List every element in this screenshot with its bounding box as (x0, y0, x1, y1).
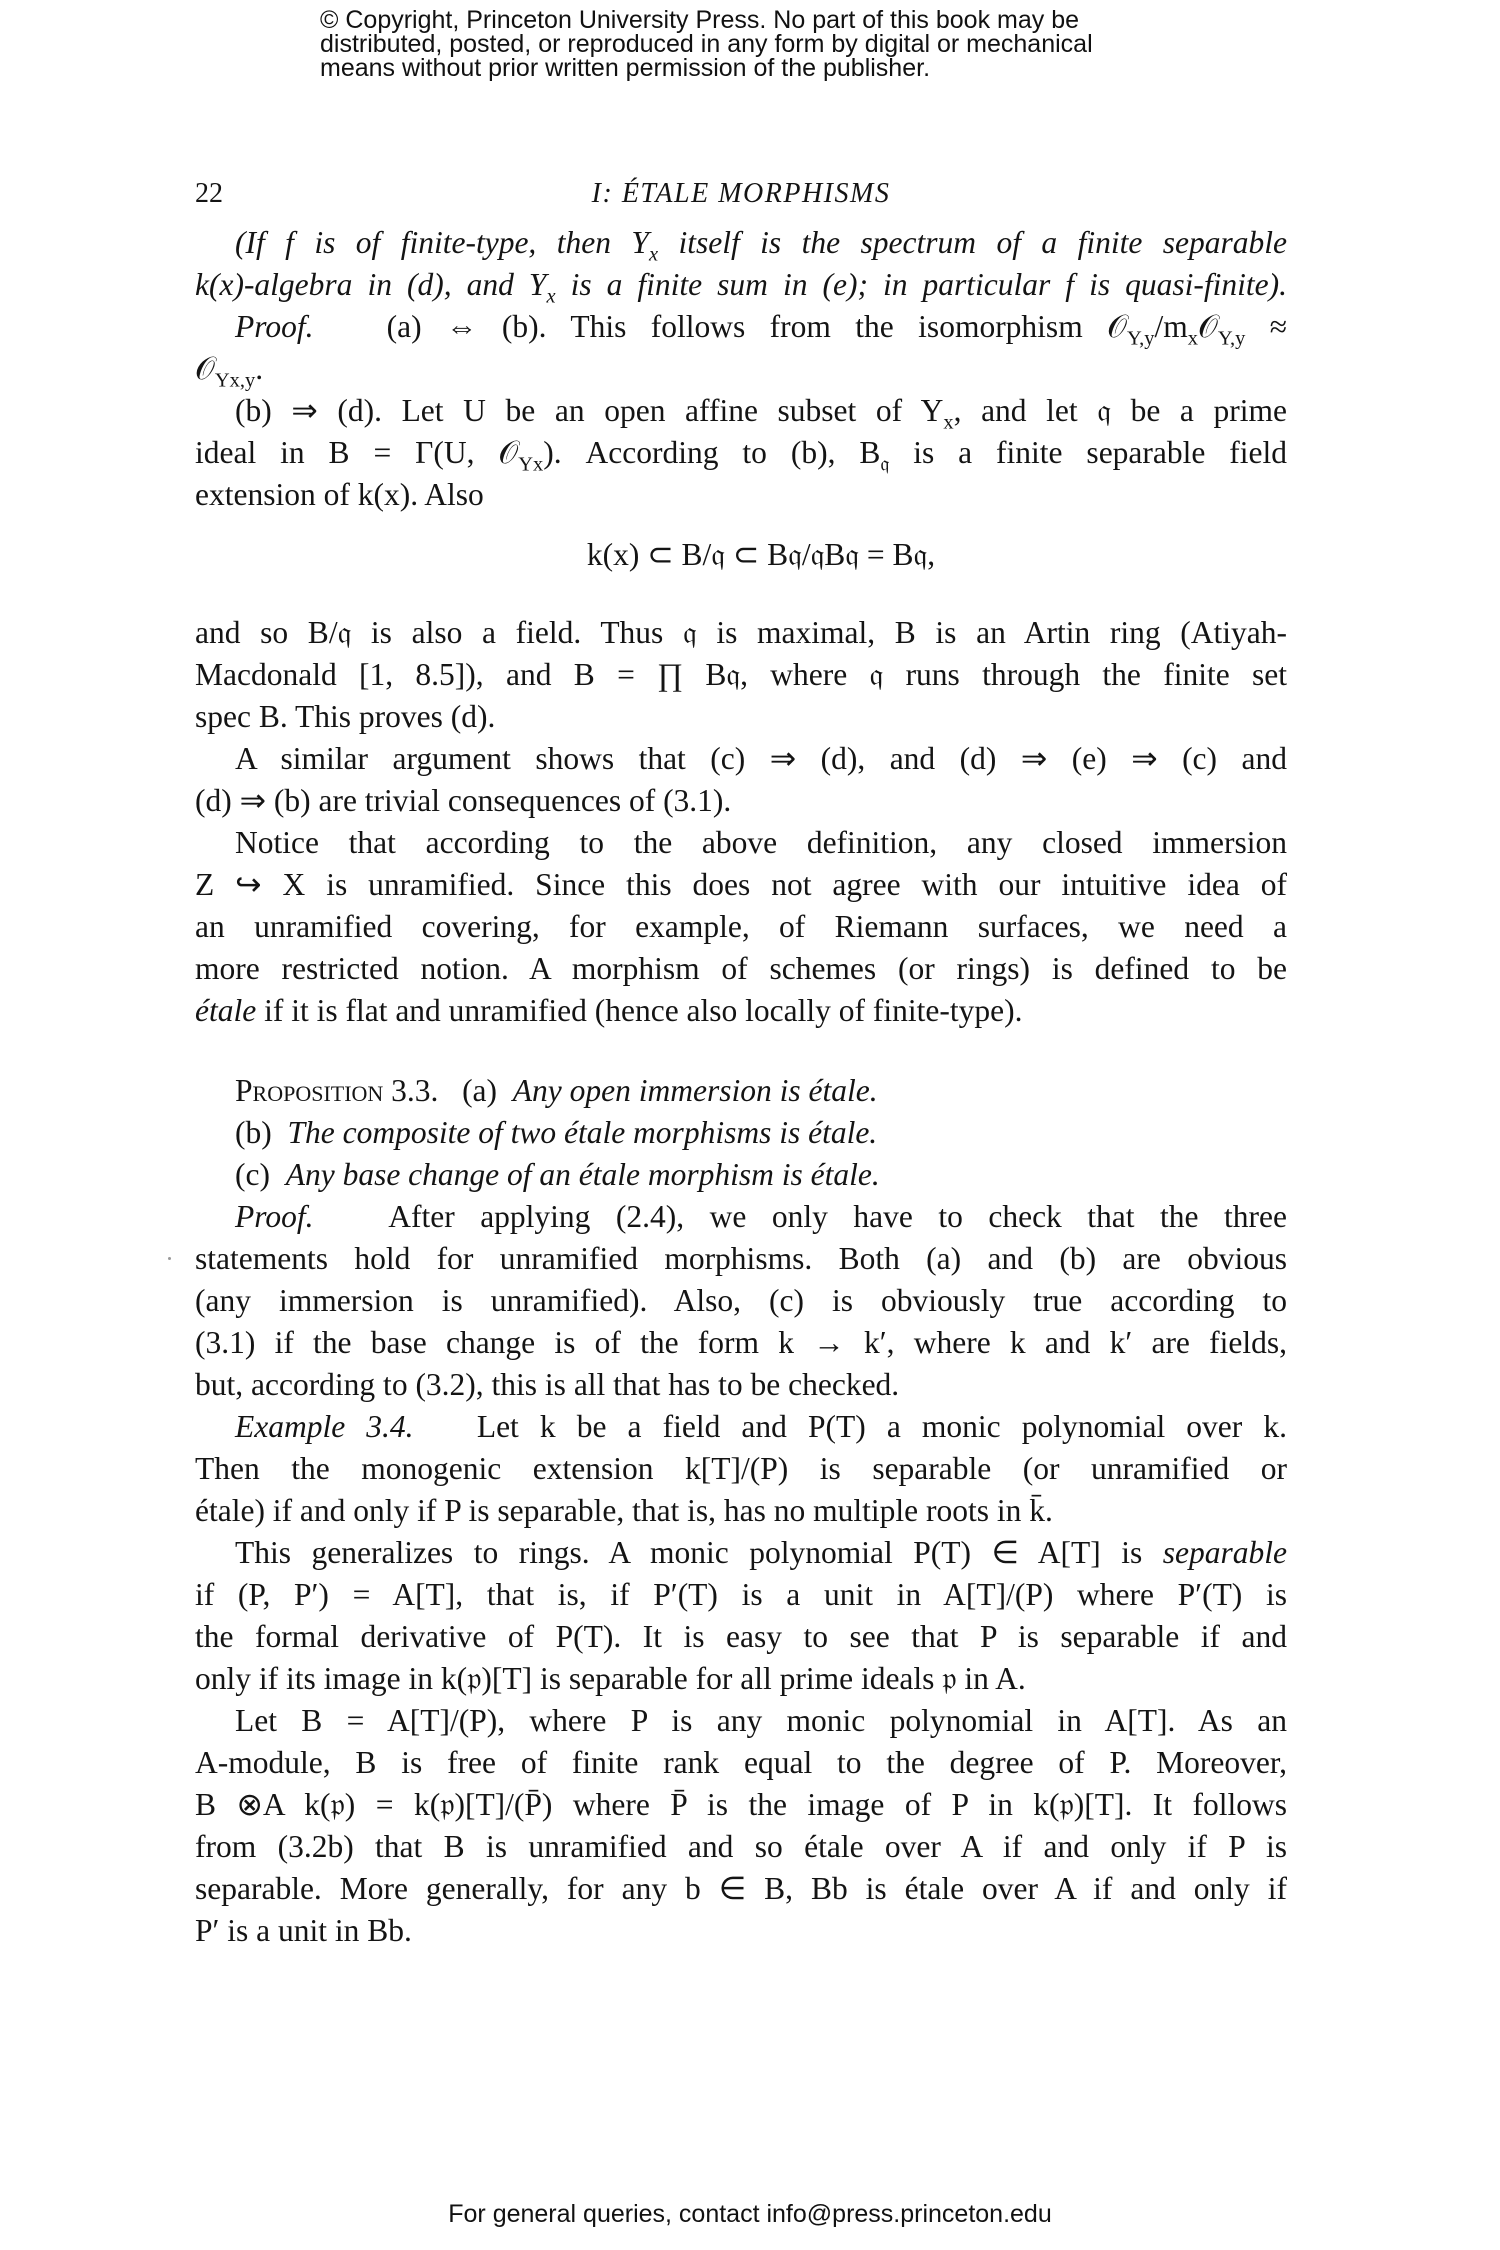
proposition-3-3 (195, 1070, 1287, 1196)
text-line: (If f is of finite-type, then $Y_x$ itself is the spectrum of a finite separable (235, 225, 1287, 266)
text-line: separable. More generally, for any b ∈ B, Bb is étale over A if and only if (195, 1871, 1287, 1906)
text-line: only if its image in k(𝔭)[T] is separable for all prime ideals 𝔭 in A. (195, 1661, 1026, 1696)
text-line: étale if it is flat and unramified (hence also locally of finite-type). (195, 993, 1023, 1028)
text-line: Z ↪ X is unramified. Since this does not agree with our intuitive idea of (195, 867, 1287, 902)
running-head (195, 178, 1287, 218)
text-line: Proof. (a) ⇔ (b). This follows from the isomorphism $𝒪_{Y,y}/m_x𝒪_{Y,y}$ ≈ (235, 309, 1288, 350)
text-line: Then the monogenic extension k[T]/(P) is separable (or unramified or (195, 1451, 1287, 1486)
text-line: Example 3.4. Let k be a field and P(T) a monic polynomial over k. (235, 1409, 1287, 1444)
page-number: 22 (195, 178, 223, 209)
paragraph-similar (195, 738, 1287, 822)
paragraph-proof-a-b (195, 306, 1287, 390)
footer-contact: For general queries, contact info@press.princeton.edu (448, 2200, 1052, 2228)
text-line: P′ is a unit in Bb. (195, 1913, 412, 1948)
text-line: (b) ⇒ (d). Let U be an open affine subset of $Y_x$, and let 𝔮 be a prime (235, 393, 1287, 434)
proposition-item-a: Proposition 3.3. (a) Any open immersion is étale. (235, 1073, 878, 1108)
copyright-line: distributed, posted, or reproduced in any form by digital or mechanical (320, 30, 1093, 58)
scan-artifact-dot (168, 1257, 171, 1260)
paragraph-field (195, 612, 1287, 738)
text-line: more restricted notion. A morphism of schemes (or rings) is defined to be (195, 951, 1287, 986)
proposition-item-c: (c) Any base change of an étale morphism is étale. (235, 1157, 880, 1192)
text-line: ideal in B = Γ(U, 𝒪$_{Yx}$). According to (b), $B_𝔮$ is a finite separable field (195, 435, 1287, 476)
proposition-item-b: (b) The composite of two étale morphisms is étale. (235, 1115, 878, 1150)
copyright-line: means without prior written permission of the publisher. (320, 54, 931, 82)
text-line: the formal derivative of P(T). It is easy to see that P is separable if and (195, 1619, 1287, 1654)
text-line: from (3.2b) that B is unramified and so étale over A if and only if P is (195, 1829, 1287, 1864)
text-line: 𝒪$_{Yx,y}$. (195, 351, 264, 392)
text-line: but, according to (3.2), this is all that has to be checked. (195, 1367, 900, 1402)
text-line: extension of k(x). Also (195, 477, 484, 512)
example-label: Example 3.4. (235, 1409, 414, 1444)
text-line: (d) ⇒ (b) are trivial consequences of (3.1). (195, 783, 732, 818)
proposition-label: Proposition 3.3. (235, 1073, 439, 1108)
paragraph-proof-proposition (195, 1196, 1287, 1406)
paragraph-remark (195, 222, 1287, 306)
copyright-line: © Copyright, Princeton University Press. No part of this book may be (320, 6, 1080, 34)
proof-label: Proof. (235, 1199, 314, 1234)
text-line: k(x)-algebra in (d), and $Y_x$ is a finite sum in (e); in particular f is quasi-finite). (195, 267, 1287, 308)
text-line: B ⊗A k(𝔭) = k(𝔭)[T]/(P̄) where P̄ is the image of P in k(𝔭)[T]. It follows (195, 1787, 1287, 1822)
text-line: Proof. After applying (2.4), we only have to check that the three (235, 1199, 1287, 1234)
text-line: an unramified covering, for example, of Riemann surfaces, we need a (195, 909, 1287, 944)
paragraph-notice (195, 822, 1287, 1032)
text-line: and so B/𝔮 is also a field. Thus 𝔮 is maximal, B is an Artin ring (Atiyah- (195, 615, 1287, 650)
text-line: Macdonald [1, 8.5]), and B = ∏ B𝔮, where 𝔮 runs through the finite set (195, 657, 1287, 692)
spacer (195, 1032, 1287, 1070)
text-line: Let B = A[T]/(P), where P is any monic polynomial in A[T]. As an (235, 1703, 1287, 1738)
text-line: if (P, P′) = A[T], that is, if P′(T) is a unit in A[T]/(P) where P′(T) is (195, 1577, 1287, 1612)
paragraph-rings (195, 1532, 1287, 1700)
text-line: Notice that according to the above definition, any closed immersion (235, 825, 1287, 860)
proof-label: Proof. (235, 309, 314, 344)
defined-term: separable (1162, 1535, 1287, 1570)
text-line: A similar argument shows that (c) ⇒ (d), and (d) ⇒ (e) ⇒ (c) and (235, 741, 1287, 776)
text-line: (3.1) if the base change is of the form k → k′, where k and k′ are fields, (195, 1325, 1287, 1360)
page-body (195, 222, 1287, 1952)
example-3-4 (195, 1406, 1287, 1532)
chapter-title: I: ÉTALE MORPHISMS (591, 178, 891, 209)
paragraph-proof-b-d (195, 390, 1287, 516)
defined-term: étale (195, 993, 257, 1028)
display-equation: k(x) ⊂ B/𝔮 ⊂ B𝔮/𝔮B𝔮 = B𝔮, (586, 537, 936, 572)
copyright-notice (320, 8, 1220, 80)
text-line: A-module, B is free of finite rank equal to the degree of P. Moreover, (195, 1745, 1287, 1780)
text-line: statements hold for unramified morphisms. Both (a) and (b) are obvious (195, 1241, 1287, 1276)
text-line: spec B. This proves (d). (195, 699, 496, 734)
text-line: étale) if and only if P is separable, that is, has no multiple roots in k̄. (195, 1493, 1053, 1528)
text-line: (any immersion is unramified). Also, (c) is obviously true according to (195, 1283, 1287, 1318)
paragraph-let-b (195, 1700, 1287, 1952)
text-line: This generalizes to rings. A monic polynomial P(T) ∈ A[T] is separable (235, 1535, 1287, 1570)
